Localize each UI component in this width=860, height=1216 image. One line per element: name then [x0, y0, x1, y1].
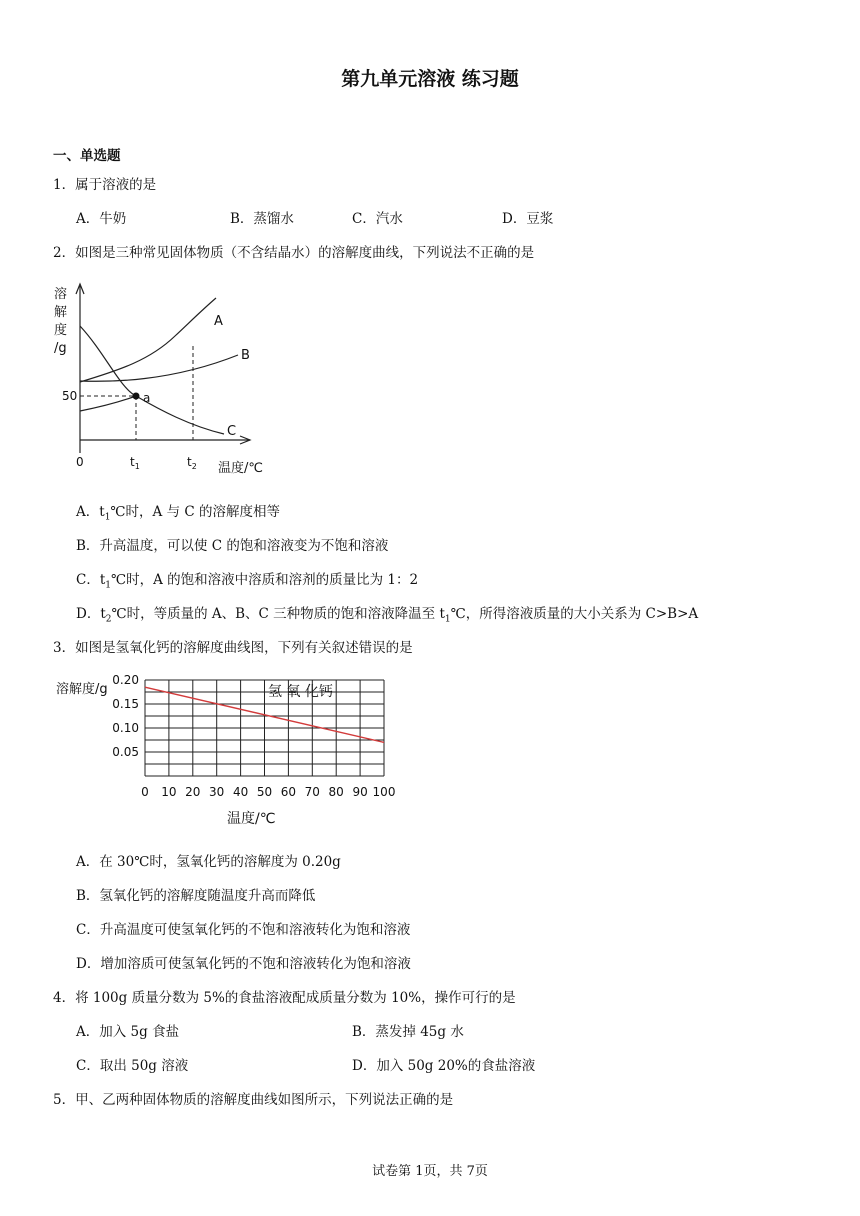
chart-title: 氢 氧 化钙 — [268, 684, 333, 700]
question-3-option-a: A．在 30℃时，氢氧化钙的溶解度为 0.20g — [76, 854, 341, 870]
question-1-option-d: D．豆浆 — [502, 211, 554, 227]
curve-b — [80, 355, 238, 381]
question-2-stem: 2．如图是三种常见固体物质（不含结晶水）的溶解度曲线，下列说法不正确的是 — [53, 245, 535, 261]
curve-c — [80, 326, 224, 434]
question-1-option-b: B．蒸馏水 — [230, 211, 294, 227]
curve-a-low — [80, 396, 136, 411]
x-tick-label: 90 — [352, 785, 368, 799]
x-tick-label: 0 — [141, 785, 149, 799]
question-3-stem: 3．如图是氢氧化钙的溶解度曲线图，下列有关叙述错误的是 — [53, 640, 413, 656]
y-label-3: 度 — [54, 323, 68, 338]
y-tick-label: 0.05 — [112, 745, 139, 759]
question-2-option-c: C．$t_1℃$时，A 的饱和溶液中溶质和溶剂的质量比为 1：2 — [76, 572, 419, 591]
section-heading: 一、单选题 — [53, 148, 121, 164]
chart-y-axis-label: 溶解度/g — [56, 682, 108, 697]
question-2-option-d: D．$t_2℃$时，等质量的 A、B、C 三种物质的饱和溶液降温至 $t_1℃$，所得溶液质量的大小关系为 C>B>A — [76, 606, 699, 625]
page-title: 第九单元溶液 练习题 — [341, 68, 519, 90]
y-label-2: 解 — [54, 305, 68, 320]
y-label-4: /g — [54, 341, 67, 356]
y-tick-label: 0.10 — [112, 721, 139, 735]
x-tick-label: 70 — [304, 785, 320, 799]
calcium-hydroxide-chart — [52, 668, 412, 833]
y-tick-50: 50 — [62, 389, 78, 403]
y-tick-label: 0.20 — [112, 673, 139, 687]
x-tick-label: 80 — [328, 785, 344, 799]
curve-label-b: B — [241, 348, 250, 363]
x-tick-t2: $t_2$ — [187, 455, 197, 471]
x-axis-label: 温度/℃ — [218, 461, 263, 476]
solubility-curve-figure-abc — [50, 278, 290, 483]
x-tick-label: 60 — [280, 785, 297, 799]
question-1-option-a: A．牛奶 — [76, 211, 127, 227]
question-4-option-d: D．加入 50g 20%的食盐溶液 — [352, 1058, 536, 1074]
intersection-point — [133, 393, 140, 400]
question-2-option-a: A．$t_1℃$时，A 与 C 的溶解度相等 — [76, 504, 280, 523]
point-label-a: a — [143, 391, 151, 405]
question-4-option-b: B．蒸发掉 45g 水 — [352, 1024, 464, 1040]
y-tick-label: 0.15 — [112, 697, 139, 711]
x-tick-label: 30 — [209, 785, 225, 799]
question-4-option-c: C．取出 50g 溶液 — [76, 1058, 189, 1074]
chart-x-axis-label: 温度/℃ — [227, 811, 276, 827]
question-2-option-b: B．升高温度，可以使 C 的饱和溶液变为不饱和溶液 — [76, 538, 389, 554]
x-tick-label: 50 — [256, 785, 273, 799]
question-3-option-c: C．升高温度可使氢氧化钙的不饱和溶液转化为饱和溶液 — [76, 922, 411, 938]
question-3-option-d: D．增加溶质可使氢氧化钙的不饱和溶液转化为饱和溶液 — [76, 956, 411, 972]
x-tick-label: 20 — [185, 785, 201, 799]
question-1-option-c: C．汽水 — [352, 211, 403, 227]
question-3-option-b: B．氢氧化钙的溶解度随温度升高而降低 — [76, 888, 316, 904]
y-label-1: 溶 — [54, 287, 68, 302]
page-footer: 试卷第 1页，共 7页 — [372, 1164, 488, 1179]
x-tick-label: 100 — [372, 785, 396, 799]
x-tick-t1: $t_1$ — [130, 455, 140, 471]
question-4-option-a: A．加入 5g 食盐 — [76, 1024, 180, 1040]
curve-label-c: C — [227, 424, 237, 439]
x-tick-label: 10 — [161, 785, 177, 799]
origin-label: 0 — [76, 455, 84, 469]
question-4-stem: 4．将 100g 质量分数为 5%的食盐溶液配成质量分数为 10%，操作可行的是 — [53, 990, 516, 1006]
x-tick-label: 40 — [232, 785, 249, 799]
curve-label-a: A — [214, 314, 223, 329]
question-1-stem: 1．属于溶液的是 — [53, 177, 157, 193]
question-5-stem: 5．甲、乙两种固体物质的溶解度曲线如图所示，下列说法正确的是 — [53, 1092, 454, 1108]
